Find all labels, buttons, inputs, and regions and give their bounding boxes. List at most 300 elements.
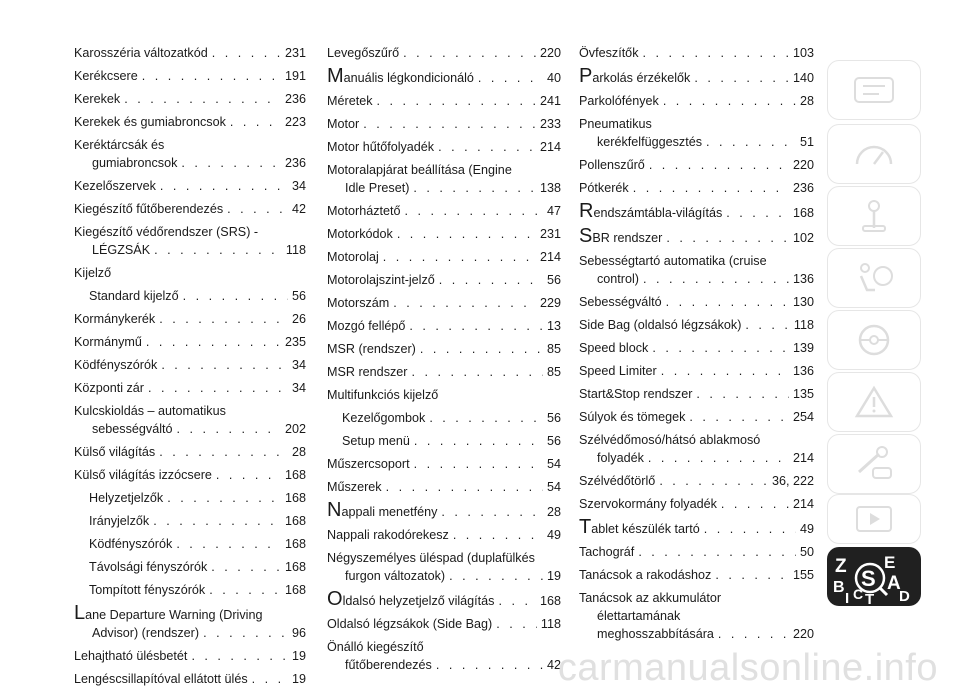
dot-leader xyxy=(429,409,543,427)
index-entry-term: Önálló kiegészítő xyxy=(327,640,424,654)
index-entry xyxy=(579,293,814,311)
page-number: 49 xyxy=(799,522,814,536)
index-entry xyxy=(327,44,561,62)
dot-leader xyxy=(227,200,288,218)
index-entry-term: Sebességváltó xyxy=(579,295,662,309)
index-entry xyxy=(579,115,814,133)
page-number: 168 xyxy=(284,468,306,482)
page-number: 214 xyxy=(792,497,814,511)
dot-leader xyxy=(721,495,789,513)
dot-leader xyxy=(124,90,281,108)
page-number: 51 xyxy=(799,135,814,149)
page-number: 54 xyxy=(546,457,561,471)
page-number: 103 xyxy=(792,46,814,60)
index-entry-term: Start&Stop rendszer xyxy=(579,387,693,401)
page-number: 56 xyxy=(291,289,306,303)
index-entry-term: Nappali rakodórekesz xyxy=(327,528,449,542)
index-entry xyxy=(74,67,306,85)
dot-leader xyxy=(438,138,536,156)
dot-leader xyxy=(397,225,536,243)
index-entry xyxy=(74,333,306,351)
index-entry-term: Szélvédőtörlő xyxy=(579,474,656,488)
index-entry-term: LÉGZSÁK xyxy=(92,243,151,257)
dot-leader xyxy=(386,478,543,496)
index-entry-term: MSR (rendszer) xyxy=(327,342,416,356)
dot-leader xyxy=(176,535,281,553)
dot-leader xyxy=(715,566,789,584)
page-number: 47 xyxy=(546,204,561,218)
index-entry-term: Méretek xyxy=(327,94,373,108)
index-entry xyxy=(327,202,561,220)
section-letter: L xyxy=(74,602,86,624)
dot-leader xyxy=(496,615,537,633)
index-entry-term: kerékfelfüggesztés xyxy=(597,135,703,149)
index-entry-term: Levegőszűrő xyxy=(327,46,400,60)
index-entry-term: Kormánymű xyxy=(74,335,142,349)
index-entry-term: Keréktárcsák és xyxy=(74,138,165,152)
section-letter: R xyxy=(579,200,594,222)
index-entry xyxy=(579,495,814,513)
wrench-car-icon xyxy=(849,444,899,484)
dot-leader xyxy=(160,177,288,195)
index-entry-term: Lengéscsillapítóval ellátott ülés xyxy=(74,672,248,686)
index-entry xyxy=(579,227,814,247)
index-entry xyxy=(327,225,561,243)
chapter-tab-8[interactable] xyxy=(827,494,921,544)
chapter-tab-4[interactable] xyxy=(827,248,921,308)
index-entry xyxy=(327,317,561,335)
page-number: 19 xyxy=(291,672,306,686)
index-entry-term: Kerekek xyxy=(74,92,121,106)
page-number: 233 xyxy=(539,117,561,131)
page-number: 138 xyxy=(539,181,561,195)
index-entry-term: Oldalsó légzsákok (Side Bag) xyxy=(327,617,493,631)
dot-leader xyxy=(666,293,789,311)
index-entry xyxy=(74,402,306,420)
index-entry xyxy=(327,501,561,521)
index-entry xyxy=(74,443,306,461)
page-number: 34 xyxy=(291,179,306,193)
index-entry xyxy=(327,138,561,156)
page-number: 56 xyxy=(546,434,561,448)
multimedia-icon xyxy=(849,499,899,539)
index-entry-term: Kerékcsere xyxy=(74,69,138,83)
page-number: 118 xyxy=(540,617,561,631)
index-entry-term: Mozgó fellépő xyxy=(327,319,406,333)
dot-leader xyxy=(666,229,789,247)
index-entry xyxy=(74,535,306,553)
index-entry-term: Manuális légkondicionáló xyxy=(327,65,474,87)
index-entry-term: Kiegészítő védőrendszer (SRS) - xyxy=(74,225,259,239)
section-letter: T xyxy=(579,516,592,538)
dot-leader xyxy=(648,449,789,467)
dot-leader xyxy=(441,503,543,521)
airbag-icon xyxy=(849,258,899,298)
index-entry xyxy=(74,154,306,172)
index-entry xyxy=(327,161,561,179)
index-entry xyxy=(579,431,814,449)
page-number: 231 xyxy=(284,46,306,60)
index-entry xyxy=(74,489,306,507)
index-entry xyxy=(579,385,814,403)
index-entry xyxy=(74,466,306,484)
svg-text:C: C xyxy=(853,586,864,602)
index-entry xyxy=(579,543,814,561)
chapter-tab-1[interactable] xyxy=(827,60,921,120)
dot-leader xyxy=(663,92,796,110)
dot-leader xyxy=(638,543,796,561)
index-entry xyxy=(327,478,561,496)
index-entry xyxy=(74,558,306,576)
page-number: 191 xyxy=(284,69,306,83)
page-number: 140 xyxy=(792,71,814,85)
index-entry xyxy=(579,408,814,426)
index-entry xyxy=(579,339,814,357)
page-number: 168 xyxy=(284,491,306,505)
page-number: 139 xyxy=(792,341,814,355)
dot-leader xyxy=(449,567,543,585)
dashboard-icon xyxy=(849,134,899,174)
page-number: 36, 222 xyxy=(771,474,814,488)
dot-leader xyxy=(393,294,536,312)
index-entry xyxy=(327,549,561,567)
index-column-3 xyxy=(579,44,814,648)
dot-leader xyxy=(414,455,543,473)
index-entry-term: Irányjelzők xyxy=(89,514,150,528)
index-entry-term: Motor hűtőfolyadék xyxy=(327,140,435,154)
index-entry-term: Szervokormány folyadék xyxy=(579,497,717,511)
index-entry xyxy=(579,67,814,87)
index-entry-term: MSR rendszer xyxy=(327,365,408,379)
page-number: 28 xyxy=(291,445,306,459)
dot-leader xyxy=(212,44,281,62)
chapter-tab-7[interactable] xyxy=(827,434,921,494)
dot-leader xyxy=(649,156,789,174)
page-number: 214 xyxy=(539,250,561,264)
dot-leader xyxy=(154,241,282,259)
page-number: 13 xyxy=(546,319,561,333)
index-entry xyxy=(74,177,306,195)
watermark: carmanualsonline.info xyxy=(557,647,938,689)
index-entry xyxy=(74,356,306,374)
dot-leader xyxy=(643,44,789,62)
page-number: 214 xyxy=(792,451,814,465)
index-entry-term: Kormánykerék xyxy=(74,312,156,326)
dot-leader xyxy=(413,179,536,197)
index-entry-term: Motorkódok xyxy=(327,227,393,241)
dot-leader xyxy=(706,133,796,151)
index-entry xyxy=(74,241,306,259)
section-letter: S xyxy=(579,225,593,247)
dot-leader xyxy=(153,512,281,530)
page-number: 28 xyxy=(799,94,814,108)
page-number: 231 xyxy=(539,227,561,241)
index-entry xyxy=(579,518,814,538)
page-number: 19 xyxy=(546,569,561,583)
index-entry xyxy=(74,624,306,642)
index-entry-term: Kulcskioldás – automatikus xyxy=(74,404,226,418)
dot-leader xyxy=(689,408,789,426)
dot-leader xyxy=(704,520,796,538)
page-number: 28 xyxy=(546,505,561,519)
index-entry-term: Tanácsok a rakodáshoz xyxy=(579,568,712,582)
page-number: 34 xyxy=(291,381,306,395)
index-entry-term: Távolsági fényszórók xyxy=(89,560,208,574)
index-entry-term: Külső világítás xyxy=(74,445,156,459)
page-number: 155 xyxy=(792,568,814,582)
index-entry xyxy=(579,44,814,62)
page-number: 202 xyxy=(284,422,306,436)
page-number: 85 xyxy=(546,365,561,379)
index-entry xyxy=(579,472,814,490)
dot-leader xyxy=(161,356,288,374)
dot-leader xyxy=(453,526,543,544)
index-entry xyxy=(579,202,814,222)
index-entry-term: Advisor) (rendszer) xyxy=(92,626,200,640)
index-entry-term: Súlyok és tömegek xyxy=(579,410,686,424)
index-entry xyxy=(579,589,814,607)
index-entry-term: meghosszabbítására xyxy=(597,627,714,641)
page-number: 236 xyxy=(284,92,306,106)
index-entry xyxy=(327,67,561,87)
index-entry-term: furgon változatok) xyxy=(345,569,446,583)
dot-leader xyxy=(661,362,789,380)
svg-text:Z: Z xyxy=(835,556,847,577)
page-number: 130 xyxy=(792,295,814,309)
index-entry-term: Kerekek és gumiabroncsok xyxy=(74,115,226,129)
page-number: 220 xyxy=(539,46,561,60)
index-entry xyxy=(74,113,306,131)
index-entry-term: Motorolaj xyxy=(327,250,379,264)
index-entry xyxy=(327,92,561,110)
page-number: 26 xyxy=(291,312,306,326)
index-entry xyxy=(74,264,306,282)
index-entry-term: Motoralapjárat beállítása (Engine xyxy=(327,163,512,177)
index-entry-term: Rendszámtábla-világítás xyxy=(579,200,723,222)
chapter-tab-6[interactable] xyxy=(827,372,921,432)
dot-leader xyxy=(211,558,281,576)
index-entry xyxy=(74,379,306,397)
index-entry-term: Standard kijelző xyxy=(89,289,179,303)
dot-leader xyxy=(181,154,281,172)
index-entry xyxy=(327,526,561,544)
index-entry-term: Multifunkciós kijelző xyxy=(327,388,439,402)
page-number: 168 xyxy=(539,594,561,608)
dot-leader xyxy=(142,67,281,85)
index-entry xyxy=(579,449,814,467)
page-number: 214 xyxy=(539,140,561,154)
index-entry-term: Pneumatikus xyxy=(579,117,652,131)
index-entry-term: élettartamának xyxy=(597,609,681,623)
index-entry xyxy=(327,615,561,633)
index-entry-term: SBR rendszer xyxy=(579,225,663,247)
dot-leader xyxy=(230,113,281,131)
page-number: 118 xyxy=(285,243,306,257)
page-number: 56 xyxy=(546,273,561,287)
car-info-icon xyxy=(849,70,899,110)
dot-leader xyxy=(745,316,790,334)
index-entry-term: Helyzetjelzők xyxy=(89,491,164,505)
index-entry xyxy=(74,200,306,218)
index-entry xyxy=(74,581,306,599)
index-entry-term: Nappali menetfény xyxy=(327,499,438,521)
index-entry-term: Szélvédőmosó/hátsó ablakmosó xyxy=(579,433,761,447)
index-entry-term: Speed Limiter xyxy=(579,364,657,378)
section-letter: P xyxy=(579,65,593,87)
dot-leader xyxy=(411,363,543,381)
index-column-2 xyxy=(327,44,561,679)
index-entry-term: Pótkerék xyxy=(579,181,629,195)
index-entry xyxy=(74,136,306,154)
index-entry-term: Motorolajszint-jelző xyxy=(327,273,435,287)
dot-leader xyxy=(148,379,288,397)
dot-leader xyxy=(643,270,789,288)
index-entry xyxy=(579,156,814,174)
index-entry xyxy=(327,567,561,585)
index-entry xyxy=(579,133,814,151)
index-entry-term: Kezelőszervek xyxy=(74,179,156,193)
dot-leader xyxy=(718,625,789,643)
index-entry xyxy=(327,340,561,358)
svg-text:D: D xyxy=(899,588,910,605)
svg-text:A: A xyxy=(887,573,901,594)
dot-leader xyxy=(696,385,789,403)
page-number: 34 xyxy=(291,358,306,372)
index-entry xyxy=(327,386,561,404)
dot-leader xyxy=(633,179,789,197)
dot-leader xyxy=(659,472,768,490)
page-number: 42 xyxy=(546,658,561,672)
page-number: 168 xyxy=(792,206,814,220)
page-number: 118 xyxy=(793,318,814,332)
dot-leader xyxy=(216,466,281,484)
index-entry xyxy=(579,625,814,643)
index-entry-term: Speed block xyxy=(579,341,649,355)
index-entry-term: Karosszéria változatkód xyxy=(74,46,208,60)
index-entry-term: Oldalsó helyzetjelző világítás xyxy=(327,588,495,610)
dot-leader xyxy=(209,581,281,599)
svg-text:E: E xyxy=(884,553,896,572)
index-entry-term: Lane Departure Warning (Driving xyxy=(74,602,263,624)
dot-leader xyxy=(377,92,536,110)
index-entry-term: Motor xyxy=(327,117,360,131)
index-entry xyxy=(579,179,814,197)
dot-leader xyxy=(159,310,288,328)
page-number: 56 xyxy=(546,411,561,425)
index-entry-term: Tachográf xyxy=(579,545,635,559)
index-entry xyxy=(327,115,561,133)
chapter-tab-2[interactable] xyxy=(827,124,921,184)
index-entry xyxy=(74,512,306,530)
index-entry xyxy=(74,287,306,305)
index-entry xyxy=(327,179,561,197)
page-number: 229 xyxy=(539,296,561,310)
dot-leader xyxy=(177,420,281,438)
index-entry-term: Ködfényszórók xyxy=(74,358,158,372)
index-entry xyxy=(579,252,814,270)
index-entry-term: Külső világítás izzócsere xyxy=(74,468,212,482)
dot-leader xyxy=(159,443,288,461)
section-letter: M xyxy=(327,65,344,87)
index-entry-term: Ködfényszórók xyxy=(89,537,173,551)
dot-leader xyxy=(498,592,536,610)
page-number: 254 xyxy=(792,410,814,424)
chapter-tab-3[interactable] xyxy=(827,186,921,246)
svg-text:T: T xyxy=(865,591,875,606)
index-entry-term: Motorháztető xyxy=(327,204,401,218)
index-entry-term: Pollenszűrő xyxy=(579,158,645,172)
page-number: 42 xyxy=(291,202,306,216)
chapter-tab-5[interactable] xyxy=(827,310,921,370)
dot-leader xyxy=(414,432,543,450)
index-entry xyxy=(579,270,814,288)
index-entry-term: Sebességtartó automatika (cruise xyxy=(579,254,767,268)
page-number: 220 xyxy=(792,627,814,641)
dot-leader xyxy=(167,489,281,507)
dot-leader xyxy=(439,271,543,289)
steering-wheel-icon xyxy=(849,320,899,360)
dot-leader xyxy=(383,248,536,266)
index-entry-term: Műszercsoport xyxy=(327,457,410,471)
index-entry xyxy=(579,316,814,334)
dot-leader xyxy=(409,317,543,335)
dot-leader xyxy=(420,340,543,358)
page-number: 168 xyxy=(284,560,306,574)
index-entry-term: Kijelző xyxy=(74,266,112,280)
dot-leader xyxy=(478,69,543,87)
page-number: 85 xyxy=(546,342,561,356)
index-entry-term: Tanácsok az akkumulátor xyxy=(579,591,722,605)
index-entry-term: Setup menü xyxy=(342,434,410,448)
index-entry-term: Műszerek xyxy=(327,480,382,494)
svg-text:B: B xyxy=(833,579,845,596)
svg-text:S: S xyxy=(861,566,876,591)
section-letter: O xyxy=(327,588,343,610)
page-number: 168 xyxy=(284,514,306,528)
alphabet-index-icon xyxy=(827,547,921,606)
index-entry-term: Motorszám xyxy=(327,296,390,310)
dot-leader xyxy=(203,624,288,642)
index-entry xyxy=(579,362,814,380)
page-number: 19 xyxy=(291,649,306,663)
page-number: 168 xyxy=(284,583,306,597)
index-entry-term: fűtőberendezés xyxy=(345,658,432,672)
page-number: 50 xyxy=(799,545,814,559)
dot-leader xyxy=(726,204,789,222)
index-entry xyxy=(74,44,306,62)
page-number: 40 xyxy=(546,71,561,85)
page-number: 135 xyxy=(792,387,814,401)
warning-triangle-icon xyxy=(849,382,899,422)
index-entry-term: Lehajtható ülésbetét xyxy=(74,649,188,663)
index-entry-term: Tompított fényszórók xyxy=(89,583,206,597)
index-entry-term: Kiegészítő fűtőberendezés xyxy=(74,202,224,216)
index-entry xyxy=(327,363,561,381)
index-entry-term: Négyszemélyes üléspad (duplafülkés xyxy=(327,551,535,565)
index-entry xyxy=(327,409,561,427)
dot-leader xyxy=(146,333,281,351)
index-entry xyxy=(327,455,561,473)
index-entry-term: Kezelőgombok xyxy=(342,411,426,425)
index-entry xyxy=(74,310,306,328)
chapter-tab-index-active[interactable] xyxy=(827,547,921,606)
index-entry xyxy=(579,566,814,584)
index-entry xyxy=(327,590,561,610)
page-number: 102 xyxy=(792,231,814,245)
index-entry xyxy=(74,223,306,241)
index-entry-term: Idle Preset) xyxy=(345,181,410,195)
page-number: 96 xyxy=(291,626,306,640)
